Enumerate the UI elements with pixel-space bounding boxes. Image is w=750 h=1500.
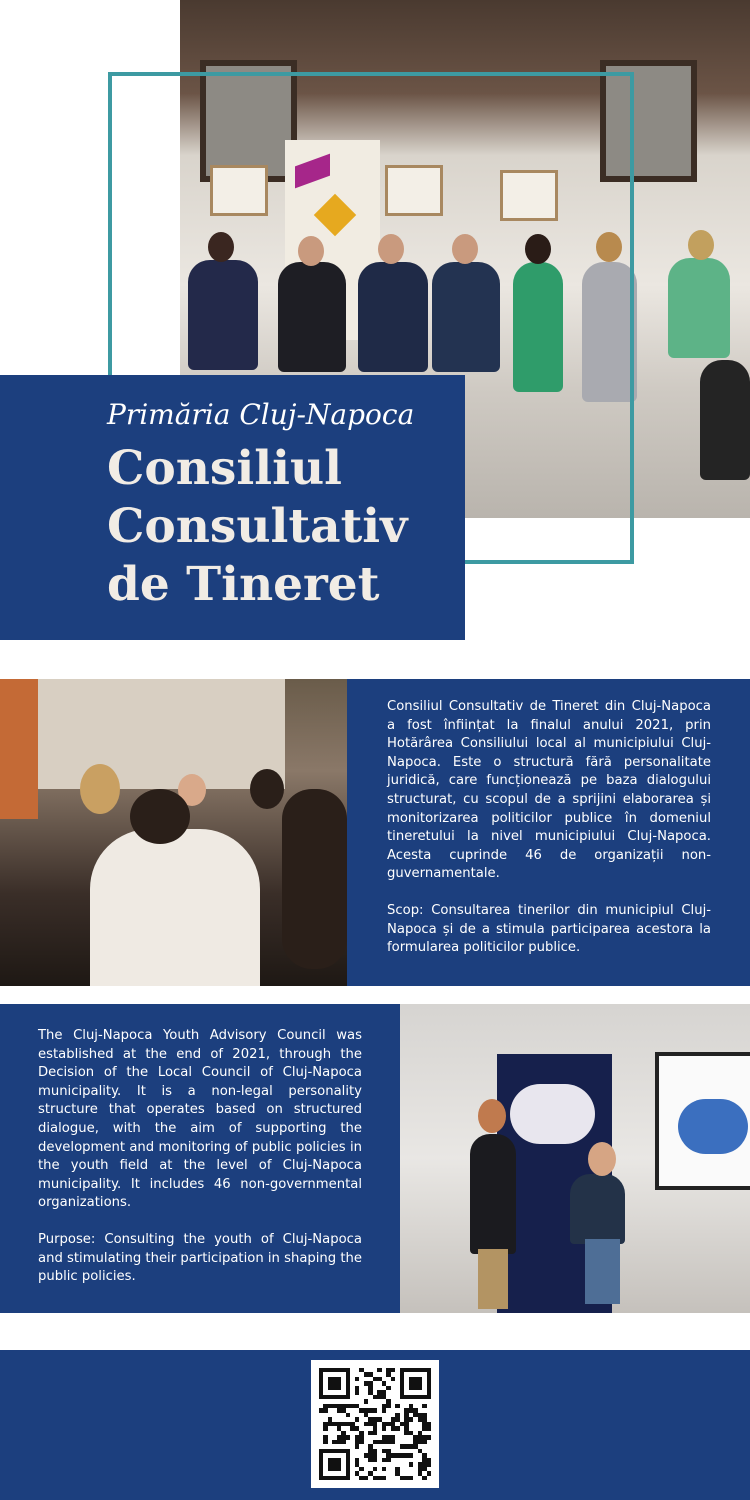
romanian-purpose: Scop: Consultarea tinerilor din municipiul Cluj-Napoca și de a stimula participarea acestora la formularea politicilor publice. [387,902,711,956]
english-purpose: Purpose: Consulting the youth of Cluj-Napoca and stimulating their participation in shaping the public policies. [38,1231,362,1285]
person-head [130,789,190,844]
person [668,258,730,358]
speaker [470,1134,516,1254]
wall [35,679,285,789]
person [700,360,750,480]
speaker-legs [478,1249,508,1309]
page-title-line: Consultativ [107,499,408,554]
page-title [107,440,407,614]
person-head [250,769,284,809]
qr-module [427,1476,431,1480]
qr-code-icon[interactable] [311,1360,439,1488]
romanian-paragraph: Consiliul Consultativ de Tineret din Cluj-Napoca a fost înființat la finalul anului 2021, prin Hotărârea Consiliului local al municipiului Cluj-Napoca. Este o structură fără personalitate juridică, care funcționează pe baza dialogului structurat, cu scopul de a sprijini elaborarea și monitorizarea politicilor publice în domeniul tineretului la nivel municipiului Cluj-Napoca. Acesta cuprinde 46 de organizații non-guvernamentale. [387,699,711,882]
seated-man-legs [585,1239,620,1304]
presentation-photo [400,1004,750,1313]
person-head [688,230,714,260]
subtitle: Primăria Cluj-Napoca [107,398,415,431]
person-head [80,764,120,814]
orange-wall [0,679,38,819]
qr-code-pattern [319,1368,431,1480]
person-head [588,1142,616,1176]
audience-photo [0,679,347,986]
page-title-line: de Tineret [107,557,380,612]
seated-man [570,1174,625,1244]
english-description [38,1027,362,1305]
person-back [90,829,260,986]
person-head [478,1099,506,1133]
page-title-line: Consiliul [107,441,342,496]
clic-logo [510,1084,595,1144]
screen-image [678,1099,748,1154]
english-paragraph: The Cluj-Napoca Youth Advisory Council was established at the end of 2021, through the Decision of the Local Council of Cluj-Napoca municipality. It is a non-legal personality structure that operates based on structured dialogue, with the aim of supporting the development and monitoring of public policies in the youth field at the level of Cluj-Napoca municipality. It includes 46 non-governmental organizations. [38,1028,362,1211]
person-hair [282,789,347,969]
romanian-description [387,698,711,976]
